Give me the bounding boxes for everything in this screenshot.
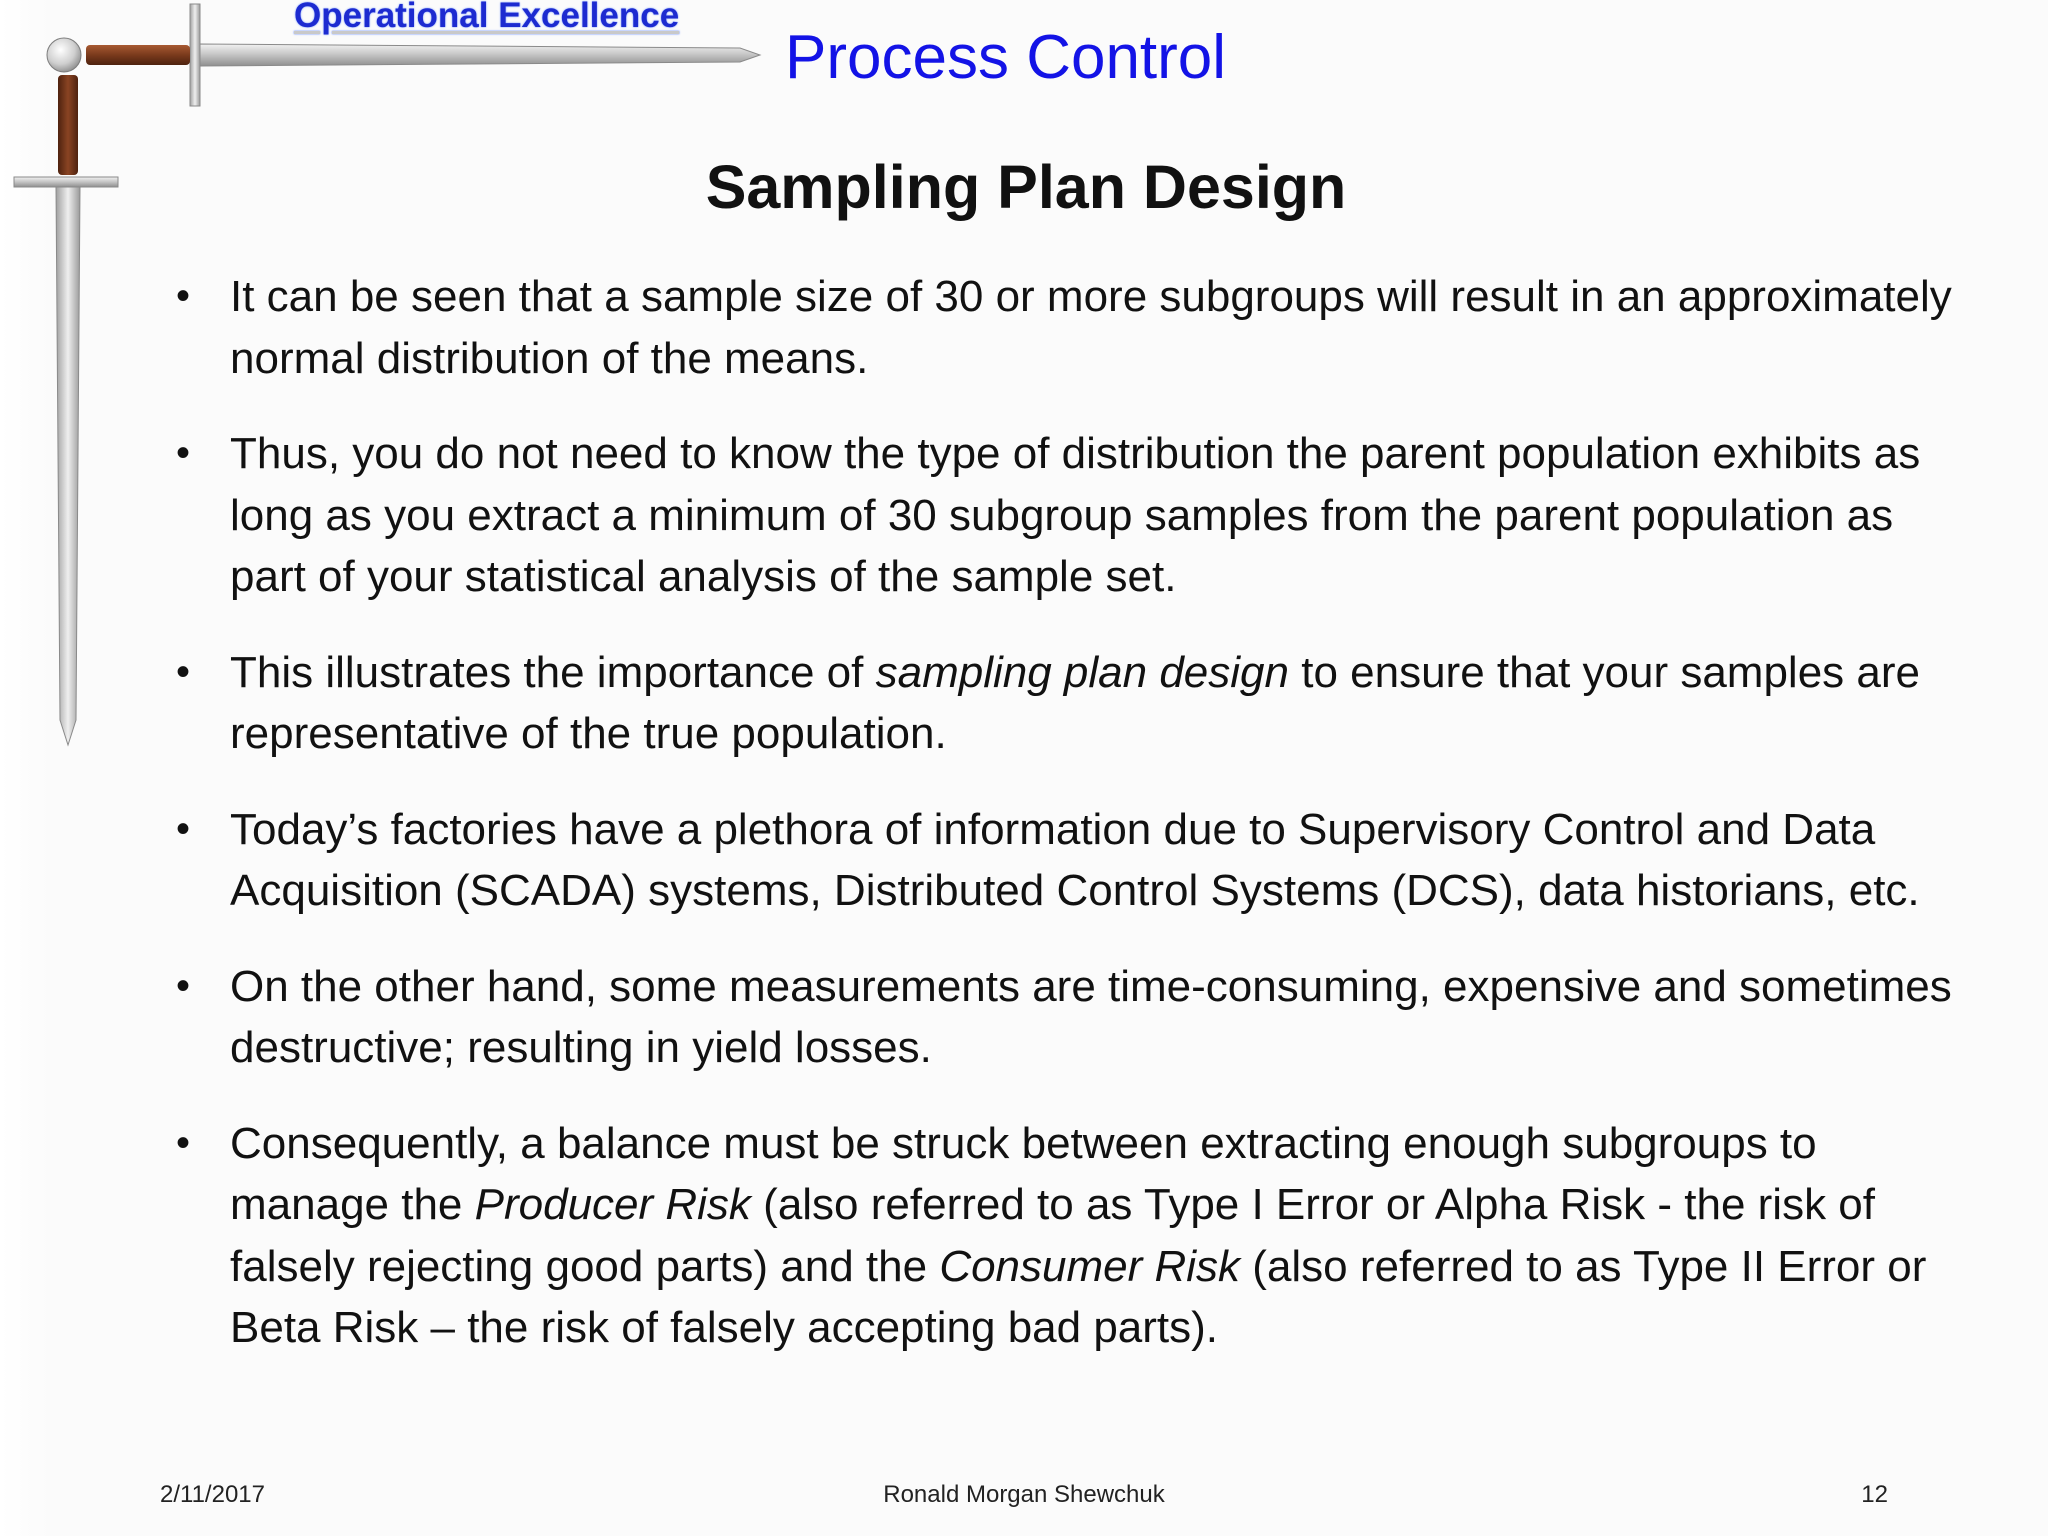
bullet-text (230, 805, 1920, 916)
bullet-item (172, 423, 1972, 608)
bullet-text-part: On the other hand, some measurements are time-consuming, expensive and sometimes destructive; resulting in yield losses. (230, 961, 1952, 1072)
bullet-dot: • (176, 649, 191, 694)
bullet-list (172, 266, 1972, 1393)
footer-author: Ronald Morgan Shewchuk (883, 1481, 1165, 1508)
slide-title-text: Sampling Plan Design (705, 153, 1347, 221)
bullet-text-part: This illustrates the importance of (230, 647, 876, 697)
page-number: 12 (1861, 1481, 1888, 1508)
emphasis-term: sampling plan design (875, 647, 1289, 697)
bullet-text-part: (also referred to as Type II Error or Beta Risk – the risk of falsely accepting bad parts). (230, 1241, 1927, 1352)
section-title: Process Control (785, 23, 1227, 92)
bullet-text (230, 429, 1920, 601)
bullet-text-part: Thus, you do not need to know the type of distribution the parent population exhibits as long as you extract a minimum of 30 subgroup samples from the parent population as part of your statistical analysis of the sample set. (230, 429, 1921, 601)
bullet-dot: • (176, 806, 191, 851)
bullet-dot: • (176, 274, 191, 318)
bullet-item (172, 642, 1972, 765)
bullet-item (172, 956, 1972, 1079)
slide-title (0, 150, 2048, 224)
bullet-text-part: (also referred to as Type I Error or Alpha Risk - the risk of falsely rejecting good parts) and the (230, 1180, 1875, 1291)
bullet-dot: • (176, 1120, 191, 1165)
bullet-text-part: to ensure that your samples are representative of the true population. (230, 647, 1920, 758)
emphasis-term: Producer Risk (474, 1180, 751, 1229)
bullet-item (172, 799, 1972, 922)
bullet-text (230, 962, 1952, 1073)
bullet-item (172, 266, 1972, 389)
bullet-text (230, 1119, 1926, 1353)
footer-date: 2/11/2017 (160, 1481, 265, 1508)
bullet-text (230, 272, 1952, 383)
bullet-dot: • (176, 963, 191, 1008)
bullet-text-part: Today’s factories have a plethora of information due to Supervisory Control and Data Acquisition (SCADA) systems, Distributed Control Systems (DCS), data historians, etc. (230, 804, 1920, 915)
bullet-text-part: It can be seen that a sample size of 30 or more subgroups will result in an approximately normal distribution of the means. (230, 272, 1952, 383)
brand-name: Operational Excellence (294, 0, 680, 35)
bullet-dot: • (176, 431, 191, 475)
bullet-text-part: Consequently, a balance must be struck between extracting enough subgroups to manage the (230, 1118, 1817, 1229)
bullet-item (172, 1113, 1972, 1359)
emphasis-term: Consumer Risk (939, 1241, 1241, 1291)
bullet-text (230, 648, 1920, 759)
